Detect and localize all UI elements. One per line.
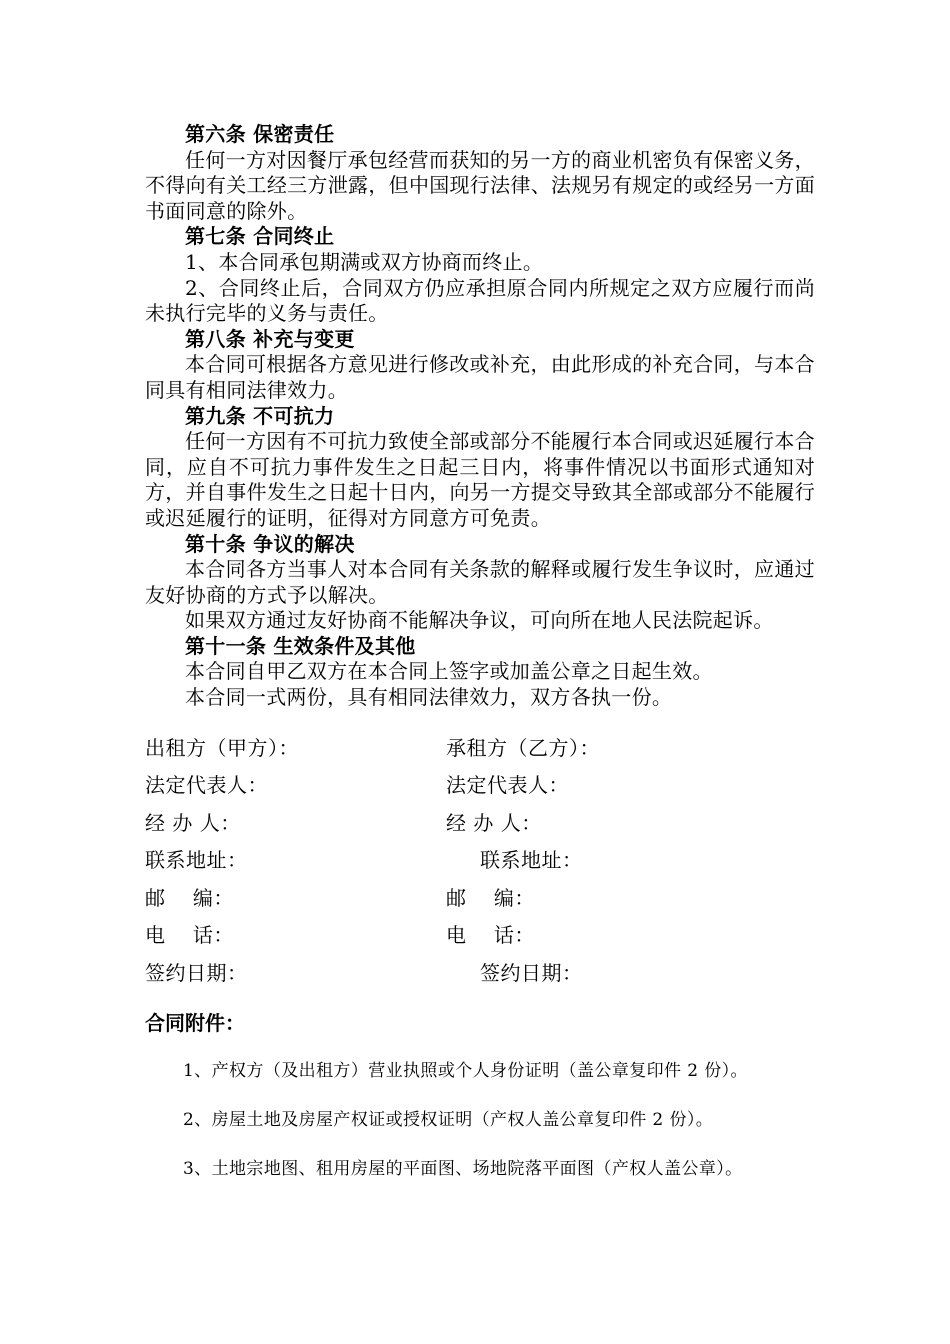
article-11-heading: 第十一条 生效条件及其他 <box>185 633 416 658</box>
article-11-paragraph-1: 本合同自甲乙双方在本合同上签字或加盖公章之日起生效。 <box>185 659 713 684</box>
article-6-heading: 第六条 保密责任 <box>185 122 335 146</box>
lessee-phone-label: 电 话： <box>446 923 535 947</box>
article-10-paragraph-2: 如果双方通过友好协商不能解决争议，可向所在地人民法院起诉。 <box>185 608 774 633</box>
lessee-agent-label: 经 办 人： <box>446 811 542 835</box>
article-9-heading: 第九条 不可抗力 <box>185 403 335 428</box>
lessor-agent-label: 经 办 人： <box>145 811 241 835</box>
lessee-address-label: 联系地址： <box>480 848 583 872</box>
lessor-sign-date-label: 签约日期： <box>145 961 248 985</box>
lessee-sign-date-label: 签约日期： <box>480 961 583 985</box>
lessor-legal-rep-label: 法定代表人： <box>145 773 268 797</box>
attachment-item-2: 2、房屋土地及房屋产权证或授权证明（产权人盖公章复印件 2 份）。 <box>183 1110 714 1130</box>
article-8-heading: 第八条 补充与变更 <box>185 326 355 351</box>
contract-body <box>145 122 815 711</box>
article-10-paragraph-1: 本合同各方当事人对本合同有关条款的解释或履行发生争议时，应通过友好协商的方式予以解决。 <box>145 557 815 607</box>
lessor-party-label: 出租方（甲方）： <box>145 736 299 760</box>
lessee-party-label: 承租方（乙方）： <box>446 736 600 760</box>
article-10-heading: 第十条 争议的解决 <box>185 531 355 556</box>
attachment-item-3: 3、土地宗地图、租用房屋的平面图、场地院落平面图（产权人盖公章）。 <box>183 1159 743 1179</box>
article-7-heading: 第七条 合同终止 <box>185 224 335 249</box>
article-11-paragraph-2: 本合同一式两份，具有相同法律效力，双方各执一份。 <box>185 685 673 710</box>
article-7-paragraph-1: 1、本合同承包期满或双方协商而终止。 <box>185 249 544 274</box>
article-8-paragraph: 本合同可根据各方意见进行修改或补充，由此形成的补充合同，与本合同具有相同法律效力。 <box>145 352 815 402</box>
attachment-item-1: 1、产权方（及出租方）营业执照或个人身份证明（盖公章复印件 2 份）。 <box>183 1061 748 1081</box>
article-6-paragraph: 任何一方对因餐厅承包经营而获知的另一方的商业机密负有保密义务，不得向有关工经三方泄露，但中国现行法律、法规另有规定的或经另一方面书面同意的除外。 <box>145 147 815 223</box>
attachments-title: 合同附件： <box>145 1011 245 1035</box>
lessor-postcode-label: 邮 编： <box>145 886 234 910</box>
lessee-legal-rep-label: 法定代表人： <box>446 773 569 797</box>
lessor-address-label: 联系地址： <box>145 848 248 872</box>
article-9-paragraph: 任何一方因有不可抗力致使全部或部分不能履行本合同或迟延履行本合同，应自不可抗力事件发生之日起三日内，将事件情况以书面形式通知对方，并自事件发生之日起十日内，向另一方提交导致其全部或部分不能履行或迟延履行的证明，征得对方同意方可免责。 <box>145 429 815 530</box>
article-7-paragraph-2: 2、合同终止后，合同双方仍应承担原合同内所规定之双方应履行而尚未执行完毕的义务与责任。 <box>145 275 815 326</box>
lessee-postcode-label: 邮 编： <box>446 886 535 910</box>
lessor-phone-label: 电 话： <box>145 923 234 947</box>
